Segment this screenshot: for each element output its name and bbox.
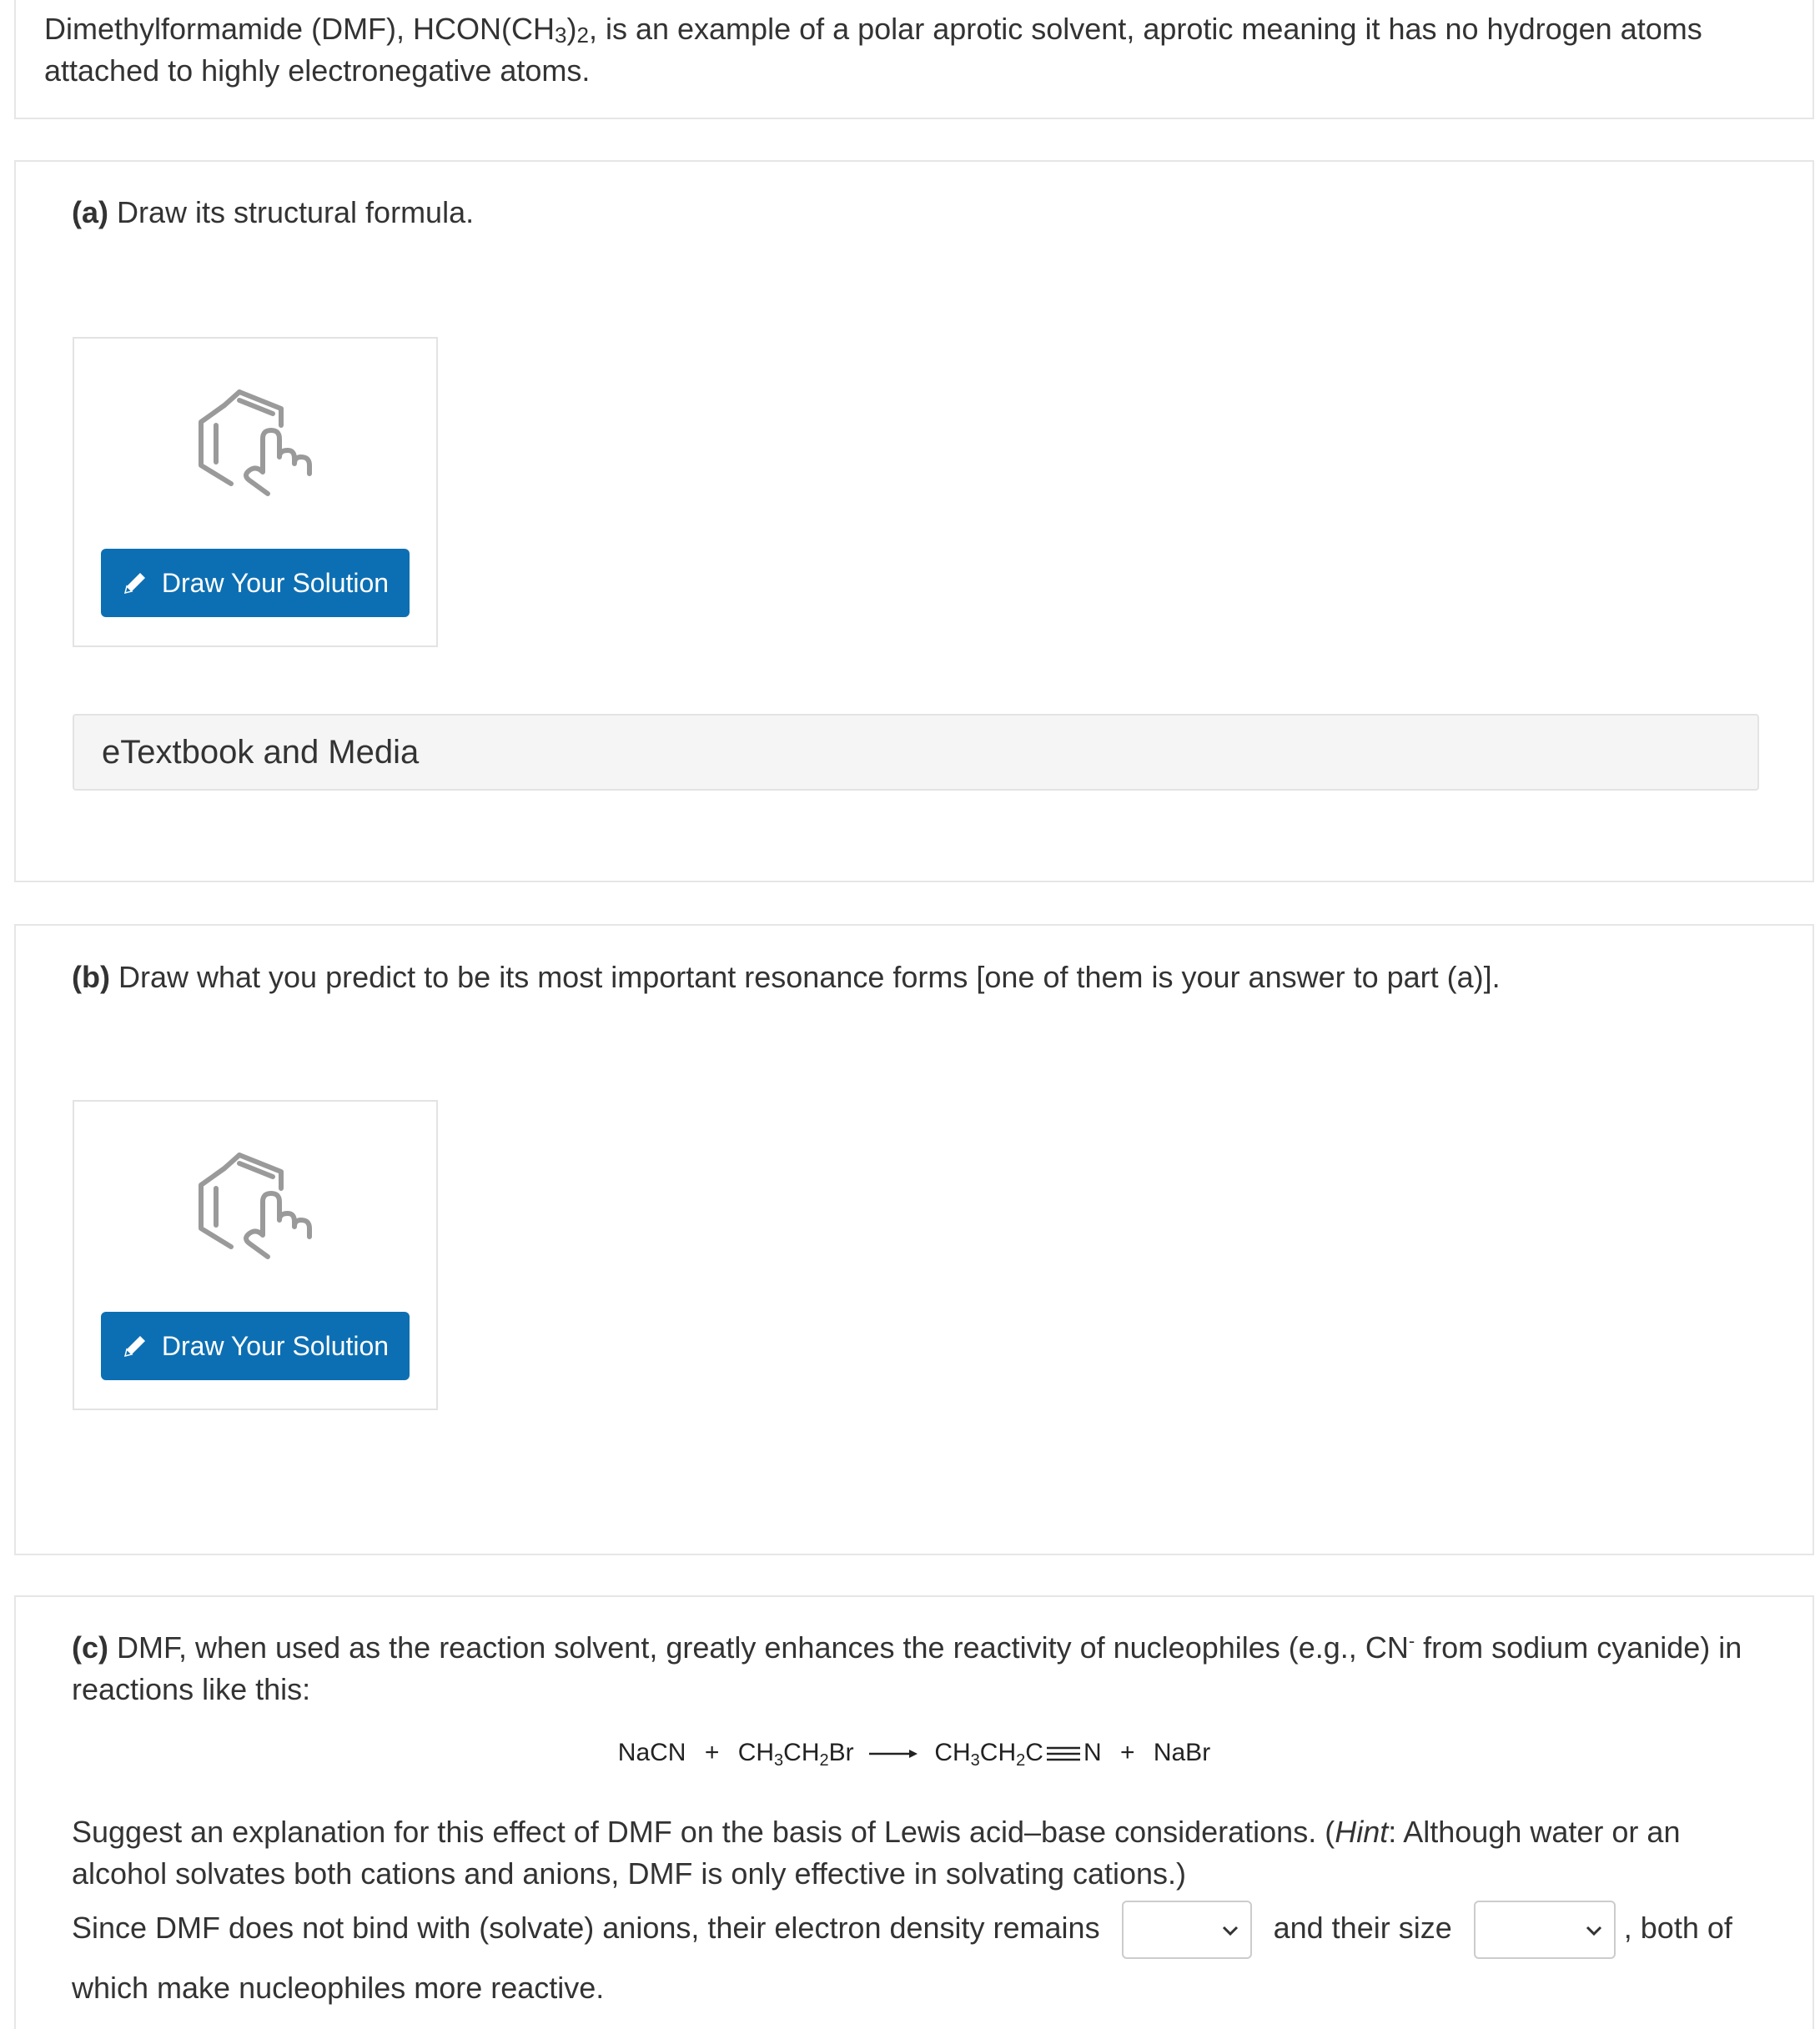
intro-text: Dimethylformamide (DMF), $HCON(CH_3)_2$, is an example of a polar aprotic solvent, aprotic meaning it has no hydrogen atoms attached to highly electronegative atoms. xyxy=(44,12,1702,88)
part-c-card xyxy=(14,1595,1814,2029)
fill-text-4: which make nucleophiles more reactive. xyxy=(72,1971,605,2005)
size-select[interactable] xyxy=(1474,1901,1616,1959)
fill-text-2: and their size xyxy=(1273,1911,1452,1945)
pencil-icon xyxy=(122,570,148,596)
chevron-down-icon xyxy=(1220,1922,1240,1939)
part-c-question: (c) DMF, when used as the reaction solvent, greatly enhances the reactivity of nucleophiles (e.g., CN- from sodium cyanide) in reactions like this: xyxy=(72,1630,1742,1706)
draw-widget-a xyxy=(73,337,438,647)
draw-button-label-b: Draw Your Solution xyxy=(161,1330,390,1361)
part-c-suggestion: Suggest an explanation for this effect of DMF on the basis of Lewis acid–base considerations. (Hint: Although water or an alcohol solvates both cations and anions, DMF is only effective in solvating cations.) xyxy=(72,1815,1681,1891)
intro-card xyxy=(14,0,1814,119)
fill-text-1: Since DMF does not bind with (solvate) anions, their electron density remains xyxy=(72,1911,1100,1945)
part-a-question: (a) Draw its structural formula. xyxy=(72,195,475,229)
molecule-draw-icon xyxy=(191,382,316,507)
part-a-card xyxy=(14,160,1814,882)
molecule-draw-icon xyxy=(191,1145,316,1270)
draw-button-label-a: Draw Your Solution xyxy=(161,567,390,598)
etextbook-and-media-bar[interactable]: eTextbook and Media xyxy=(73,714,1759,791)
fill-text-3: , both of xyxy=(1623,1911,1732,1945)
part-b-card xyxy=(14,924,1814,1555)
electron-density-select[interactable] xyxy=(1122,1901,1252,1959)
reaction-equation: NaCN + $CH_3CH_2Br$ $CH_3CH_2C$ N + NaBr xyxy=(617,1739,1211,1770)
chevron-down-icon xyxy=(1584,1922,1604,1939)
triple-bond-icon xyxy=(1045,1744,1082,1764)
draw-widget-b xyxy=(73,1100,438,1410)
draw-your-solution-button-a[interactable] xyxy=(101,549,410,617)
pencil-icon xyxy=(122,1333,148,1359)
fill-in-line xyxy=(72,1899,1732,1959)
part-b-question: (b) Draw what you predict to be its most important resonance forms [one of them is your answer to part (a)]. xyxy=(72,960,1501,994)
reaction-arrow-icon xyxy=(869,1748,919,1760)
draw-your-solution-button-b[interactable] xyxy=(101,1312,410,1380)
